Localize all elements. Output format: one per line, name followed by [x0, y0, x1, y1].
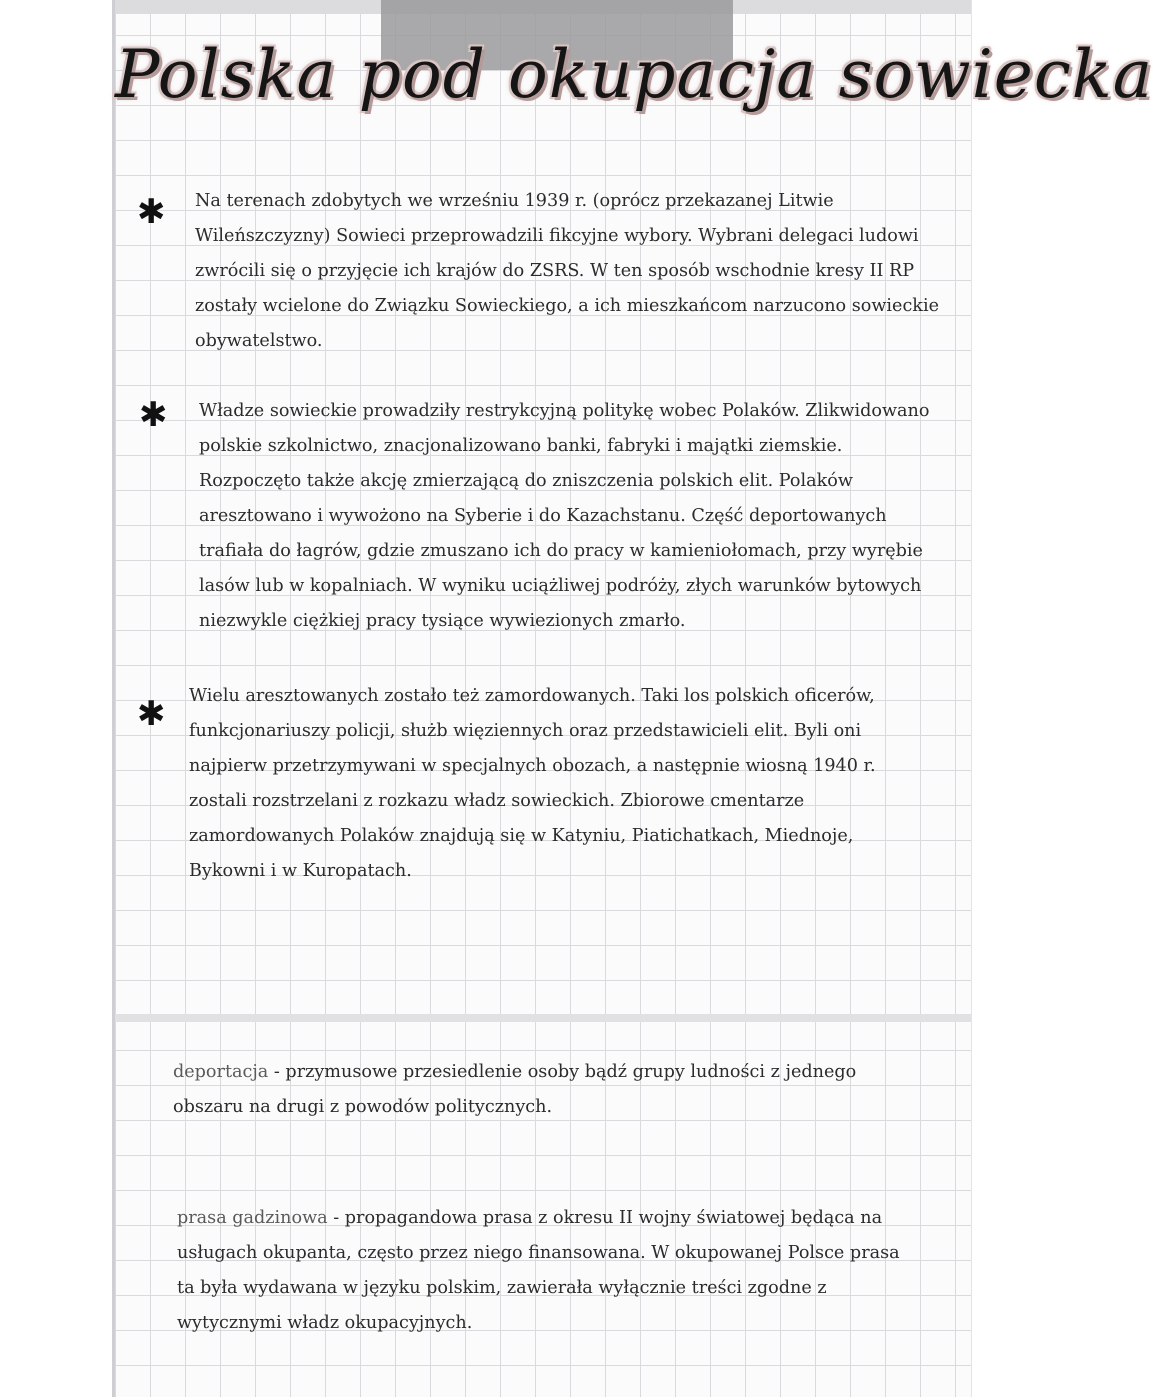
page-title: Polska pod okupacja sowiecka: [115, 36, 1153, 113]
definition-term: deportacja: [173, 1062, 269, 1082]
asterisk-bullet-icon: ✱: [139, 395, 168, 435]
definition-term: prasa gadzinowa: [177, 1208, 328, 1228]
definition-text: - przymusowe przesiedlenie osoby bądź grupy ludności z jednego obszaru na drugi z powodów politycznych.: [173, 1062, 857, 1117]
asterisk-bullet-icon: ✱: [137, 694, 166, 734]
asterisk-bullet-icon: ✱: [137, 192, 166, 232]
notebook-page: [112, 0, 1153, 1397]
paragraph-1: Na terenach zdobytych we wrześniu 1939 r. (oprócz przekazanej Litwie Wileńszczyzny) Sowieci przeprowadzili fikcyjne wybory. Wybrani delegaci ludowi zwrócili się o przyjęcie ich krajów do ZSRS. W ten sposób wschodnie kresy II RP zostały wcielone do Związku Sowieckiego, a ich mieszkańcom narzucono sowieckie obywatelstwo.: [195, 191, 940, 351]
paragraph-2: Władze sowieckie prowadziły restrykcyjną politykę wobec Polaków. Zlikwidowano polskie szkolnictwo, znacjonalizowano banki, fabryki i majątki ziemskie. Rozpoczęto także akcję zmierzającą do zniszczenia polskich elit. Polaków aresztowano i wywożono na Syberie i do Kazachstanu. Część deportowanych trafiała do łagrów, gdzie zmuszano ich do pracy w kamieniołomach, przy wyrębie lasów lub w kopalniach. W wyniku uciążliwej podróży, złych warunków bytowych niezwykle ciężkiej pracy tysiące wywiezionych zmarło.: [199, 401, 930, 631]
definition-prasa-gadzinowa: [177, 1201, 957, 1341]
definition-deportacja: [173, 1055, 953, 1125]
paragraph-3: Wielu aresztowanych zostało też zamordowanych. Taki los polskich oficerów, funkcjonariuszy policji, służb więziennych oraz przedstawicieli elit. Byli oni najpierw przetrzymywani w specjalnych obozach, a następnie wiosną 1940 r. zostali rozstrzelani z rozkazu władz sowieckich. Zbiorowe cmentarze zamordowanych Polaków znajdują się w Katyniu, Piatichatkach, Miednoje, Bykowni i w Kuropatach.: [189, 686, 876, 881]
section-divider: [115, 1014, 971, 1022]
definition-text: - propagandowa prasa z okresu II wojny światowej będąca na usługach okupanta, często przez niego finansowana. W okupowanej Polsce prasa ta była wydawana w języku polskim, zawierała wyłącznie treści zgodne z wytycznymi władz okupacyjnych.: [177, 1208, 900, 1333]
